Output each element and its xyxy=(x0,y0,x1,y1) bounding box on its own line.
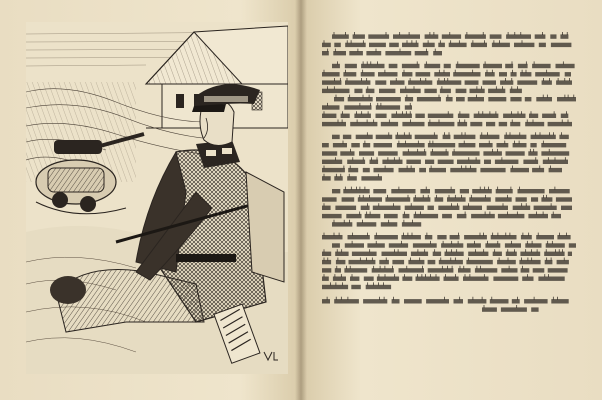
text-line xyxy=(322,195,572,202)
text-line xyxy=(322,78,572,85)
text-line xyxy=(322,266,568,273)
text-line xyxy=(332,241,576,248)
text-line xyxy=(322,149,569,156)
text-line xyxy=(322,141,566,148)
text-line xyxy=(482,305,539,312)
text-line xyxy=(322,174,382,181)
text-line xyxy=(322,157,568,164)
text-line xyxy=(322,274,565,281)
text-line xyxy=(322,258,569,265)
soldier-illustration xyxy=(26,22,288,374)
text-line xyxy=(332,32,568,39)
text-line xyxy=(332,220,421,227)
text-line xyxy=(322,120,572,127)
text-line xyxy=(322,233,571,240)
text-line xyxy=(332,187,570,194)
text-line xyxy=(322,212,561,219)
text-line xyxy=(334,95,576,102)
text-line xyxy=(322,249,572,256)
text-line xyxy=(322,70,571,77)
text-line xyxy=(332,132,569,139)
text-line xyxy=(332,61,575,68)
illegible-text-block xyxy=(318,30,580,380)
text-line xyxy=(322,166,562,173)
text-line xyxy=(322,297,569,304)
text-line xyxy=(322,86,522,93)
text-line xyxy=(322,203,572,210)
text-line xyxy=(322,40,571,47)
text-line xyxy=(322,103,412,110)
text-line xyxy=(322,111,568,118)
text-line xyxy=(322,282,391,289)
text-line xyxy=(322,49,442,56)
